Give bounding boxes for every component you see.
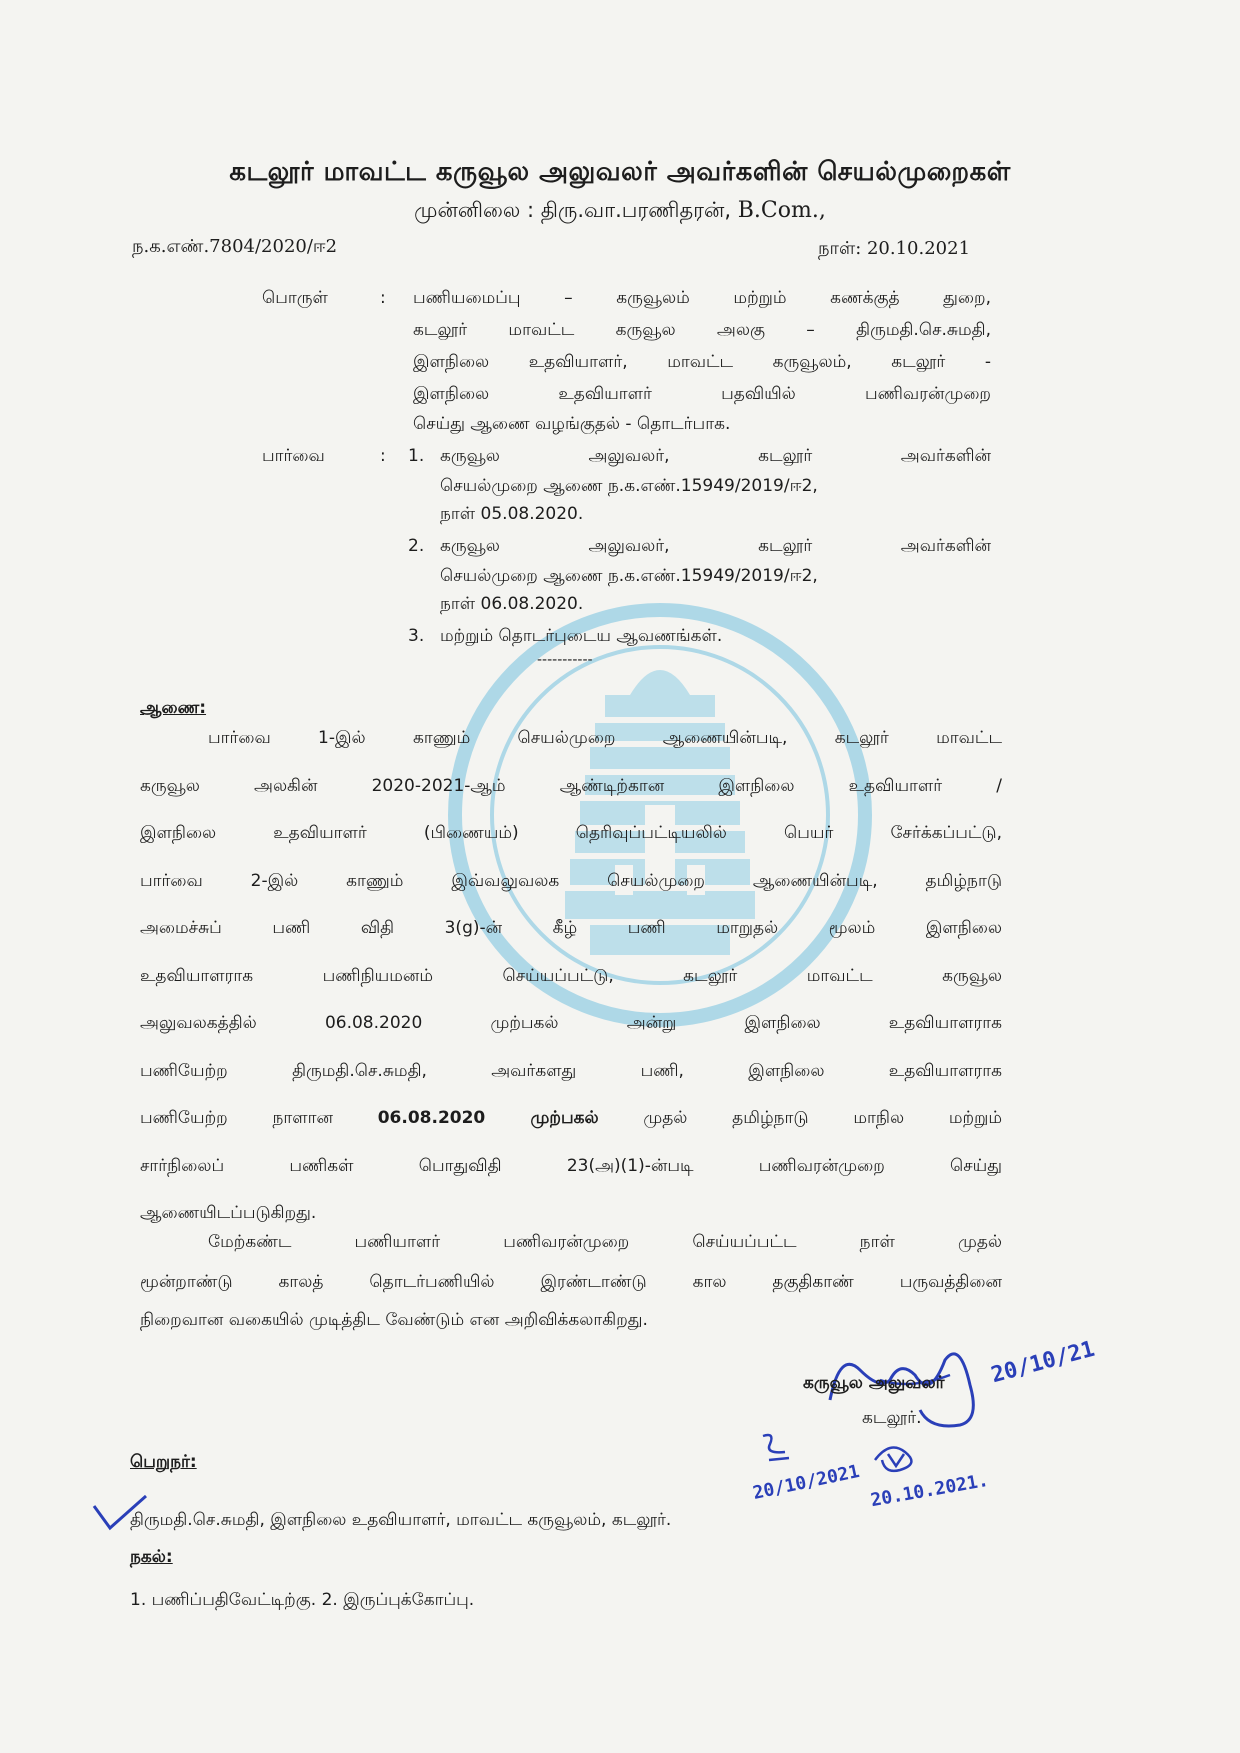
order-paragraph-line: பார்வை 1-இல் காணும் செயல்முறை ஆணையின்படி, கடலூர் மாவட்ட (208, 728, 1002, 748)
document-title: கடலூர் மாவட்ட கருவூல அலுவலர் அவர்களின் செயல்முறைகள் (229, 157, 1011, 187)
order-paragraph-line: உதவியாளராக பணிநியமனம் செய்யப்பட்டு, கடலூர் மாவட்ட கருவூல (140, 966, 1002, 986)
subject-line: பணியமைப்பு – கருவூலம் மற்றும் கணக்குத் துறை, (413, 288, 991, 308)
effective-date-bold: 06.08.2020 முற்பகல் (377, 1108, 599, 1128)
reference-item-line: மற்றும் தொடர்புடைய ஆவணங்கள். (440, 626, 723, 646)
subject-line: இளநிலை உதவியாளர் பதவியில் பணிவரன்முறை (413, 384, 991, 404)
order-paragraph-line: மேற்கண்ட பணியாளர் பணிவரன்முறை செய்யப்பட்ட நாள் முதல் (208, 1232, 1002, 1252)
recipient-heading: பெறுநர்: (130, 1452, 197, 1472)
recipient-text: திருமதி.செ.சுமதி, இளநிலை உதவியாளர், மாவட்ட கருவூலம், கடலூர். (130, 1510, 672, 1530)
presiding-name: முன்னிலை : திரு.வா.பரணிதரன், (414, 198, 732, 222)
presiding-degree: B.Com., (737, 198, 826, 223)
subject-label: பொருள் (262, 288, 328, 308)
reference-item-line: நாள் 06.08.2020. (440, 594, 584, 614)
document-date: நாள்: 20.10.2021 (818, 238, 971, 259)
signatory-designation: கருவூல அலுவலர் (803, 1373, 945, 1393)
order-paragraph-line: அமைச்சுப் பணி விதி 3(g)-ன் கீழ் பணி மாறுதல் மூலம் இளநிலை (140, 918, 1002, 938)
order-paragraph-line: அலுவலகத்தில் 06.08.2020 முற்பகல் அன்று இளநிலை உதவியாளராக (140, 1013, 1002, 1033)
reference-item-number: 1. (408, 446, 425, 466)
order-heading: ஆணை: (140, 698, 207, 718)
order-paragraph-line: இளநிலை உதவியாளர் (பிணையம்) தெரிவுப்பட்டியலில் பெயர் சேர்க்கப்பட்டு, (140, 823, 1002, 843)
reference-number: ந.க.எண்.7804/2020/ஈ2 (132, 236, 338, 257)
order-paragraph-line (140, 1108, 1002, 1130)
reference-item-line: நாள் 05.08.2020. (440, 504, 584, 524)
reference-item-line: செயல்முறை ஆணை ந.க.எண்.15949/2019/ஈ2, (440, 566, 818, 586)
line-text: முதல் தமிழ்நாடு மாநில மற்றும் (598, 1108, 1002, 1128)
presiding-officer (140, 198, 1100, 225)
order-paragraph-line: பார்வை 2-இல் காணும் இவ்வலுவலக செயல்முறை ஆணையின்படி, தமிழ்நாடு (140, 871, 1002, 891)
order-paragraph-line: நிறைவான வகையில் முடித்திட வேண்டும் என அறிவிக்கலாகிறது. (140, 1310, 648, 1330)
copy-list: 1. பணிப்பதிவேட்டிற்கு. 2. இருப்புக்கோப்பு. (130, 1590, 475, 1610)
reference-separator: ----------- (537, 652, 593, 668)
reference-label: பார்வை (262, 446, 325, 466)
initial-date: 20.10.2021. (869, 1469, 991, 1512)
order-paragraph-line: மூன்றாண்டு காலத் தொடர்பணியில் இரண்டாண்டு கால தகுதிகாண் பருவத்தினை (140, 1272, 1002, 1292)
line-text: பணியேற்ற நாளான (140, 1108, 378, 1128)
initial-date: 20/10/2021 (751, 1460, 862, 1505)
order-paragraph-line: கருவூல அலகின் 2020-2021-ஆம் ஆண்டிற்கான இளநிலை உதவியாளர் / (140, 776, 1002, 796)
order-paragraph-line: சார்நிலைப் பணிகள் பொதுவிதி 23(அ)(1)-ன்படி பணிவரன்முறை செய்து (140, 1156, 1002, 1176)
reference-item-line: கருவூல அலுவலர், கடலூர் அவர்களின் (440, 446, 991, 466)
reference-colon: : (380, 446, 386, 466)
subject-line: கடலூர் மாவட்ட கருவூல அலகு – திருமதி.செ.சுமதி, (413, 320, 991, 340)
reference-item-line: செயல்முறை ஆணை ந.க.எண்.15949/2019/ஈ2, (440, 476, 818, 496)
copy-heading: நகல்: (130, 1547, 173, 1567)
reference-item-number: 3. (408, 626, 425, 646)
signatory-place: கடலூர். (862, 1408, 922, 1428)
handwritten-initial (755, 1432, 795, 1466)
subject-colon: : (380, 288, 386, 308)
handwritten-initial (870, 1440, 930, 1480)
subject-line: இளநிலை உதவியாளர், மாவட்ட கருவூலம், கடலூர் - (413, 352, 991, 372)
order-paragraph-line: ஆணையிடப்படுகிறது. (140, 1203, 317, 1223)
reference-item-number: 2. (408, 536, 425, 556)
subject-line: செய்து ஆணை வழங்குதல் - தொடர்பாக. (413, 414, 731, 434)
signature-date: 20/10/21 (988, 1336, 1098, 1389)
reference-item-line: கருவூல அலுவலர், கடலூர் அவர்களின் (440, 536, 991, 556)
order-paragraph-line: பணியேற்ற திருமதி.செ.சுமதி, அவர்களது பணி, இளநிலை உதவியாளராக (140, 1061, 1002, 1081)
